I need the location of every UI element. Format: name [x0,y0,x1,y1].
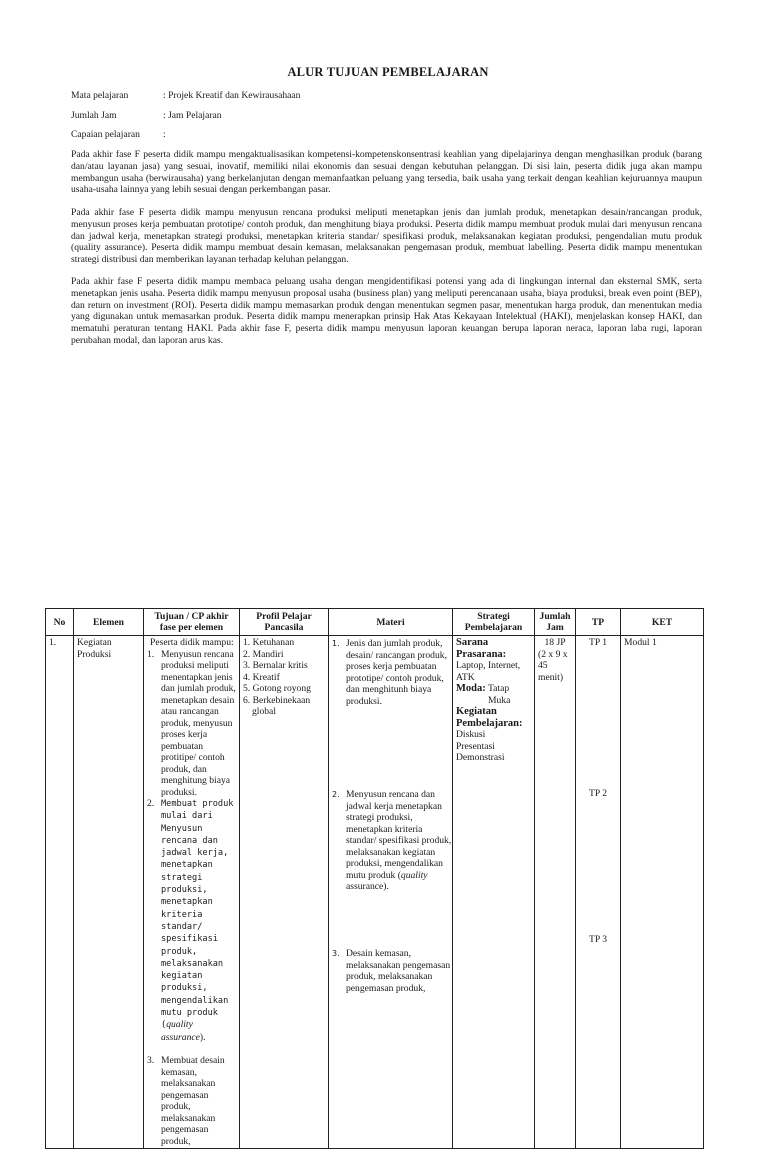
jam-line: menit) [538,671,564,683]
profil-list [243,637,325,718]
kegiatan-label: Kegiatan Pembelajaran: [456,706,523,729]
meta-value: : [163,129,166,140]
meta-value: : Projek Kreatif dan Kewirausahaan [163,90,301,101]
cell-no: 1. [46,636,74,1149]
profil-item: 6. Berkebinekaan global [243,694,311,717]
moda-label: Moda: [456,683,486,694]
moda-value-cont: Muka [488,694,511,706]
header-materi: Materi [329,609,453,636]
profil-item: 3. Bernalar kritis [243,660,308,671]
document-title: ALUR TUJUAN PEMBELAJARAN [287,65,489,79]
cp-paragraph-2: Pada akhir fase F peserta didik mampu menyusun rencana produksi meliputi menetapkan jenis dan jumlah produk, menetapkan desain/rancangan produk, menyusun proses kerja pembuatan prototipe/ contoh produk, dan menghitung biaya produksi. Peserta didik mampu membuat produk mulai dari menyusun rencana dan jadwal kerja, menetapkan strategi produksi, menetapkan kriteria standar/ spesifikasi produk, melaksanakan kegiatan produksi, pengendalian mutu produk (quality assurance). Peserta didik mampu membuat desain kemasan, melaksanakan pengemasan produk, membuat labelling. Peserta didik mampu menentukan strategi distribusi dan memberikan layanan terhadap keluhan pelanggan. [71,207,702,266]
header-tp: TP [576,609,621,636]
cell-elemen: Kegiatan Produksi [74,636,144,1149]
tp-label: TP 1 [588,637,608,648]
cell-tujuan [144,636,240,1149]
materi-item: 1. Jenis dan jumlah produk, desain/ rancangan produk, proses kerja pembuatan prototipe/ contoh produk, dan menghitunh biaya produksi. [332,638,447,707]
tujuan-list [147,649,236,1148]
table-header-row [46,609,704,636]
materi-item: 3. Desain kemasan, melaksanakan pengemasan produk, melaksanakan pengemasan produk, [332,948,451,994]
meta-label: Jumlah Jam [71,110,117,121]
sarana-value: Laptop, Internet, ATK [456,660,521,683]
meta-value: : Jam Pelajaran [163,110,222,121]
profil-item: 2. Mandiri [243,648,284,660]
meta-label: Capaian pelajaran [71,129,140,140]
materi-item: 2. Menyusun rencana dan jadwal kerja menetapkan strategi produksi, menetapkan kriteria standar/ spesifikasi produk, melaksanakan kegiatan produksi, mengendalikan mutu produk (quality assurance). [332,789,452,892]
jam-line: 18 JP [544,637,566,648]
cell-strategi [453,636,535,1149]
kegiatan-item: Presentasi [456,740,495,752]
header-strategi: Strategi Pembelajaran [453,609,535,636]
meta-label: Mata pelajaran [71,90,129,101]
tp-label: TP 2 [588,788,608,799]
cell-jam [535,636,576,1149]
cp-paragraph-1: Pada akhir fase F peserta didik mampu mengaktualisasikan kompetensi-kompetenskonsentrasi keahlian yang dipelajarinya dengan menghasilkan produk (barang dan/atau layanan jasa) yang sesuai, inovatif, memiliki nilai ekonomis dan sesuai dengan kebutuhan pelanggan. Di sisi lain, peserta didik juga akan mampu membangun usaha (berwirausaha) yang berkelanjutan dengan memanfaatkan peluang yang tersedia, baik usaha yang terkait dengan keahlian kejuruannya maupun usaha-usaha lainnya yang lebih sesuai dengan perkembangan pasar. [71,149,702,196]
tujuan-item: 2. Membuat produk mulai dari Menyusun rencana dan jadwal kerja, menetapkan strategi produksi, menetapkan kriteria standar/ spesifikasi produk, melaksanakan kegiatan produksi, mengendalikan mutu produk (quality assurance). [147,798,234,1043]
cell-materi [329,636,453,1149]
tujuan-item: 1. Menyusun rencana produksi meliputi menentapkan jenis dan jumlah produk, menetapkan desain atau rancangan produk, menyusun proses kerja pembuatan protitipe/ contoh produk, dan menghitung biaya produksi. [147,648,236,798]
header-profil: Profil Pelajar Pancasila [240,609,329,636]
kegiatan-item: Demonstrasi [456,752,505,763]
table-row [46,636,704,1149]
moda-value: Tatap [487,683,510,694]
cell-tp [576,636,621,1149]
tujuan-intro: Peserta didik mampu: [150,637,234,648]
kegiatan-item: Diskusi [456,729,486,740]
tp-label: TP 3 [588,934,608,945]
header-no: No [46,609,74,636]
cell-ket: Modul 1 [621,636,704,1149]
cell-profil [240,636,329,1149]
profil-item: 1. Ketuhanan [243,637,295,648]
jam-line: (2 x 9 x 45 [538,648,568,671]
header-elemen: Elemen [74,609,144,636]
atp-table [45,608,704,1149]
header-jam: Jumlah Jam [535,609,576,636]
profil-item: 5. Gotong royong [243,683,311,694]
sarana-label: Sarana Prasarana: [456,637,507,660]
header-tujuan: Tujuan / CP akhir fase per elemen [144,609,240,636]
cp-paragraph-3: Pada akhir fase F peserta didik mampu membaca peluang usaha dengan mengidentifikasi potensi yang ada di lingkungan internal dan eksternal SMK, serta menetapkan jenis usaha. Peserta didik mampu menyusun proposal usaha (business plan) yang meliputi perencanaan usaha, biaya produksi, break even point (BEP), dan return on investment (ROI). Peserta didik mampu memasarkan produk dengan menentukan segmen pasar, menentukan harga produk, dan menentukan media yang digunakan untuk memasarkan produk. Peserta didik mampu menerapkan prinsip Hak Atas Kekayaan Intelektual (HAKI), menjelaskan konsep HAKI, dan mematuhi peraturan tentang HAKI. Pada akhir fase F, peserta didik mampu menyusun laporan keuangan berupa laporan neraca, laporan laba rugi, laporan perubahan modal, dan laporan arus kas. [71,276,702,346]
tujuan-item: 3. Membuat desain kemasan, melaksanakan pengemasan produk, melaksanakan pengemasan produk, [147,1055,225,1147]
header-ket: KET [621,609,704,636]
profil-item: 4. Kreatif [243,671,280,683]
